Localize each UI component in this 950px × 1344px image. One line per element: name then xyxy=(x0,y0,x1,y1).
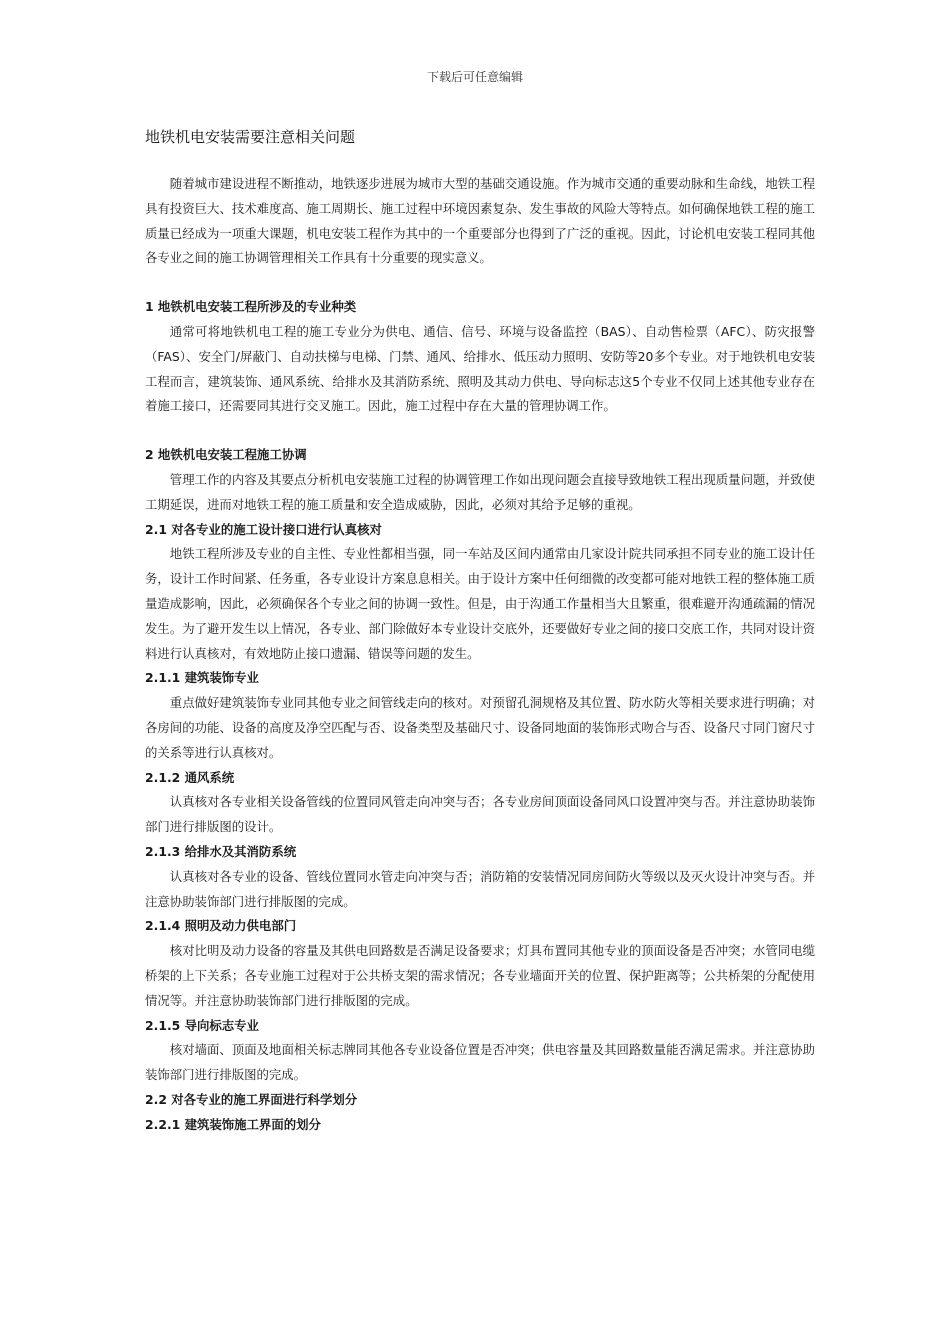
section-2-1-4-paragraph: 核对比明及动力设备的容量及其供电回路数是否满足设备要求；灯具布置同其他专业的顶面设备是否冲突；水管同电缆桥架的上下关系；各专业施工过程对于公共桥支架的需求情况；各专业墙面开关的位置、保护距离等；公共桥架的分配使用情况等。并注意协助装饰部门进行排版图的完成。 xyxy=(145,943,815,1008)
section-2-2-1-heading: 2.2.1 建筑装饰施工界面的划分 xyxy=(145,1116,321,1132)
document-body xyxy=(145,124,815,1137)
spacer xyxy=(145,271,815,295)
section-2-1-2-paragraph: 认真核对各专业相关设备管线的位置同风管走向冲突与否；各专业房间顶面设备同风口设置冲突与否。并注意协助装饰部门进行排版图的设计。 xyxy=(145,794,815,835)
section-2-1-3-paragraph: 认真核对各专业的设备、管线位置同水管走向冲突与否；消防箱的安装情况同房间防火等级以及灭火设计冲突与否。并注意协助装饰部门进行排版图的完成。 xyxy=(145,868,815,909)
section-2-1-3-heading: 2.1.3 给排水及其消防系统 xyxy=(145,843,297,859)
section-1-paragraph: 通常可将地铁机电工程的施工专业分为供电、通信、信号、环境与设备监控（BAS）、自动售检票（AFC）、防灾报警（FAS）、安全门/屏蔽门、自动扶梯与电梯、门禁、通风、给排水、低压动力照明、安防等20多个专业。对于地铁机电安装工程而言，建筑装饰、通风系统、给排水及其消防系统、照明及其动力供电、导向标志这5个专业不仅同上述其他专业存在着施工接口，还需要同其进行交叉施工。因此，施工过程中存在大量的管理协调工作。 xyxy=(145,323,815,414)
intro-paragraph: 随着城市建设进程不断推动，地铁逐步进展为城市大型的基础交通设施。作为城市交通的重要动脉和生命线，地铁工程具有投资巨大、技术难度高、施工周期长、施工过程中环境因素复杂、发生事故的风险大等特点。如何确保地铁工程的施工质量已经成为一项重大课题，机电安装工程作为其中的一个重要部分也得到了广泛的重视。因此，讨论机电安装工程同其他各专业之间的施工协调管理相关工作具有十分重要的现实意义。 xyxy=(145,176,815,266)
document-title: 地铁机电安装需要注意相关问题 xyxy=(145,128,356,146)
section-2-1-heading: 2.1 对各专业的施工设计接口进行认真核对 xyxy=(145,521,382,537)
spacer xyxy=(145,419,815,443)
page-header: 下载后可任意编辑 xyxy=(426,70,523,84)
section-1-heading: 1 地铁机电安装工程所涉及的专业种类 xyxy=(145,299,357,315)
section-2-1-2-heading: 2.1.2 通风系统 xyxy=(145,769,235,785)
section-2-1-4-heading: 2.1.4 照明及动力供电部门 xyxy=(145,918,297,934)
section-2-1-5-paragraph: 核对墙面、顶面及地面相关标志牌同其他各专业设备位置是否冲突；供电容量及其回路数量能否满足需求。并注意协助装饰部门进行排版图的完成。 xyxy=(145,1042,815,1083)
section-2-1-1-paragraph: 重点做好建筑装饰专业同其他专业之间管线走向的核对。对预留孔洞规格及其位置、防水防火等相关要求进行明确；对各房间的功能、设备的高度及净空匹配与否、设备类型及基础尺寸、设备同地面的装饰形式吻合与否、设备尺寸同门窗尺寸的关系等进行认真核对。 xyxy=(145,695,815,760)
section-2-1-1-heading: 2.1.1 建筑装饰专业 xyxy=(145,670,259,686)
section-2-1-5-heading: 2.1.5 导向标志专业 xyxy=(145,1017,259,1033)
section-2-paragraph: 管理工作的内容及其要点分析机电安装施工过程的协调管理工作如出现问题会直接导致地铁工程出现质量问题，并致使工期延误，进而对地铁工程的施工质量和安全造成威胁，因此，必须对其给予足够的重视。 xyxy=(145,471,815,512)
section-2-2-heading: 2.2 对各专业的施工界面进行科学划分 xyxy=(145,1091,358,1107)
section-2-heading: 2 地铁机电安装工程施工协调 xyxy=(145,447,307,463)
section-2-1-paragraph: 地铁工程所涉及专业的自主性、专业性都相当强，同一车站及区间内通常由几家设计院共同承担不同专业的施工设计任务，设计工作时间紧、任务重，各专业设计方案息息相关。由于设计方案中任何细微的改变都可能对地铁工程的整体施工质量造成影响，因此，必须确保各个专业之间的协调一致性。但是，由于沟通工作量相当大且繁重，很难避开沟通疏漏的情况发生。为了避开发生以上情况，各专业、部门除做好本专业设计交底外，还要做好专业之间的接口交底工作，共同对设计资料进行认真核对，有效地防止接口遗漏、错误等问题的发生。 xyxy=(145,546,815,661)
